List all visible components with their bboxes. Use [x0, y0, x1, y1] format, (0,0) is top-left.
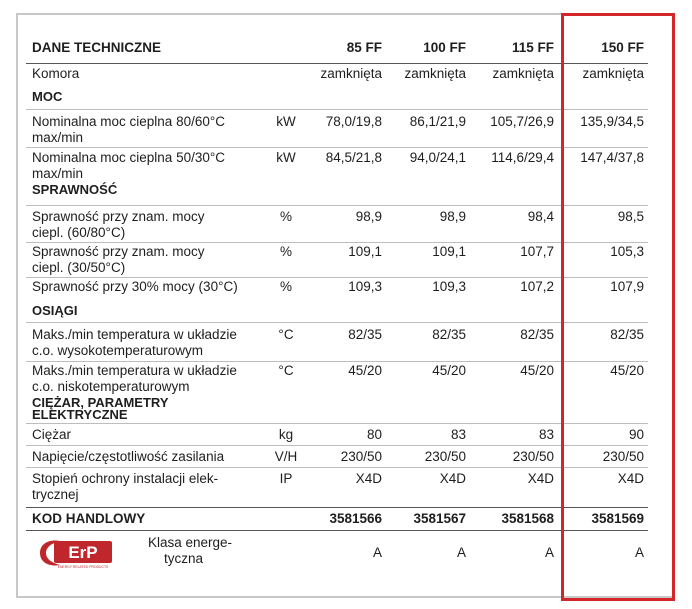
- row-divider: [26, 322, 648, 323]
- cell: X4D: [527, 471, 554, 486]
- row-moc80-label2: max/min: [32, 130, 84, 145]
- unit: kW: [276, 114, 296, 129]
- cell: 109,3: [348, 279, 382, 294]
- row-divider: [26, 147, 648, 148]
- cell: 98,4: [527, 209, 554, 224]
- row-tempnis-label2: c.o. niskotemperaturowym: [32, 379, 190, 394]
- row-divider: [26, 242, 648, 243]
- erp-subtext: ENERGY RELATED PRODUCTS: [57, 565, 109, 569]
- section-moc: MOC: [32, 89, 63, 104]
- unit: IP: [279, 471, 293, 486]
- cell: 90: [628, 427, 644, 442]
- section-ciezar: CIĘŻAR, PARAMETRY: [32, 395, 169, 410]
- cell: 109,1: [432, 244, 466, 259]
- cell: 98,5: [617, 209, 644, 224]
- model-header-4: 150 FF: [601, 40, 644, 55]
- cell: 3581568: [501, 511, 554, 526]
- row-divider: [26, 445, 648, 446]
- cell: 94,0/24,1: [409, 150, 466, 165]
- row-spr60-label2: ciepl. (60/80°C): [32, 225, 126, 240]
- cell: 83: [538, 427, 554, 442]
- unit: %: [279, 279, 292, 294]
- row-divider: [26, 467, 648, 468]
- cell: 105,7/26,9: [490, 114, 554, 129]
- cell: zamknięta: [582, 66, 644, 81]
- cell: 105,3: [610, 244, 644, 259]
- row-kod-label: KOD HANDLOWY: [32, 511, 146, 526]
- cell: 109,3: [432, 279, 466, 294]
- cell: 45/20: [520, 363, 554, 378]
- model-header-2: 100 FF: [423, 40, 466, 55]
- cell: 98,9: [439, 209, 466, 224]
- erp-text: ErP: [68, 543, 98, 562]
- cell: 107,9: [610, 279, 644, 294]
- unit: °C: [278, 327, 294, 342]
- row-ciezar-label: Ciężar: [32, 427, 72, 442]
- row-spr30-label: Sprawność przy znam. mocy: [32, 244, 205, 259]
- cell: X4D: [617, 471, 644, 486]
- cell: 3581566: [329, 511, 382, 526]
- cell: 107,7: [520, 244, 554, 259]
- cell: 45/20: [432, 363, 466, 378]
- cell: 82/35: [348, 327, 382, 342]
- cell: 107,2: [520, 279, 554, 294]
- row-komora-label: Komora: [32, 66, 80, 81]
- cell: 3581569: [591, 511, 644, 526]
- row-divider: [26, 205, 648, 206]
- cell: zamknięta: [404, 66, 466, 81]
- cell: 230/50: [340, 449, 382, 464]
- erp-logo: [38, 535, 118, 571]
- row-spr30-label2: ciepl. (30/50°C): [32, 260, 126, 275]
- row-klasa-label: Klasa energe-: [148, 535, 233, 550]
- row-divider: [26, 530, 648, 531]
- cell: A: [634, 545, 644, 560]
- cell: 82/35: [610, 327, 644, 342]
- cell: A: [372, 545, 382, 560]
- cell: 114,6/29,4: [491, 150, 554, 165]
- model-header-3: 115 FF: [511, 40, 554, 55]
- cell: 147,4/37,8: [580, 150, 644, 165]
- cell: 45/20: [348, 363, 382, 378]
- unit: %: [279, 209, 292, 224]
- row-moc50-label2: max/min: [32, 166, 84, 181]
- cell: 3581567: [413, 511, 466, 526]
- section-osiagi: OSIĄGI: [32, 303, 78, 318]
- row-ochrona-label: Stopień ochrony instalacji elek-: [32, 471, 219, 486]
- table-title: DANE TECHNICZNE: [32, 40, 162, 55]
- model-header-1: 85 FF: [346, 40, 382, 55]
- unit: %: [279, 244, 292, 259]
- cell: 86,1/21,9: [409, 114, 466, 129]
- cell: 80: [366, 427, 382, 442]
- unit: kg: [278, 427, 294, 442]
- cell: 45/20: [610, 363, 644, 378]
- cell: 82/35: [432, 327, 466, 342]
- highlight-150ff-column: [561, 13, 675, 601]
- row-divider: [26, 423, 648, 424]
- cell: 82/35: [520, 327, 554, 342]
- cell: A: [544, 545, 554, 560]
- cell: zamknięta: [320, 66, 382, 81]
- cell: 78,0/19,8: [325, 114, 382, 129]
- cell: 135,9/34,5: [580, 114, 644, 129]
- row-divider: [26, 507, 648, 508]
- cell: X4D: [439, 471, 466, 486]
- cell: 83: [450, 427, 466, 442]
- unit: kW: [276, 150, 296, 165]
- cell: 230/50: [602, 449, 644, 464]
- cell: A: [456, 545, 466, 560]
- row-klasa-label2: tyczna: [164, 551, 204, 566]
- section-sprawnosc: SPRAWNOŚĆ: [32, 182, 118, 197]
- row-moc80-label: Nominalna moc cieplna 80/60°C: [32, 114, 226, 129]
- row-divider: [26, 361, 648, 362]
- cell: 98,9: [355, 209, 382, 224]
- cell: zamknięta: [492, 66, 554, 81]
- header-divider: [26, 63, 648, 64]
- unit: V/H: [274, 449, 298, 464]
- cell: 84,5/21,8: [325, 150, 382, 165]
- row-napiecie-label: Napięcie/częstotliwość zasilania: [32, 449, 225, 464]
- row-spr30proc-label: Sprawność przy 30% mocy (30°C): [32, 279, 238, 294]
- row-divider: [26, 109, 648, 110]
- row-divider: [26, 277, 648, 278]
- cell: X4D: [355, 471, 382, 486]
- unit: °C: [278, 363, 294, 378]
- cell: 230/50: [424, 449, 466, 464]
- row-tempwys-label: Maks./min temperatura w układzie: [32, 327, 237, 342]
- row-spr60-label: Sprawność przy znam. mocy: [32, 209, 205, 224]
- row-tempwys-label2: c.o. wysokotemperaturowym: [32, 343, 204, 358]
- cell: 109,1: [348, 244, 382, 259]
- row-moc50-label: Nominalna moc cieplna 50/30°C: [32, 150, 226, 165]
- row-tempnis-label: Maks./min temperatura w układzie: [32, 363, 237, 378]
- section-ciezar-2: ELEKTRYCZNE: [32, 407, 128, 422]
- cell: 230/50: [512, 449, 554, 464]
- row-ochrona-label2: trycznej: [32, 487, 79, 502]
